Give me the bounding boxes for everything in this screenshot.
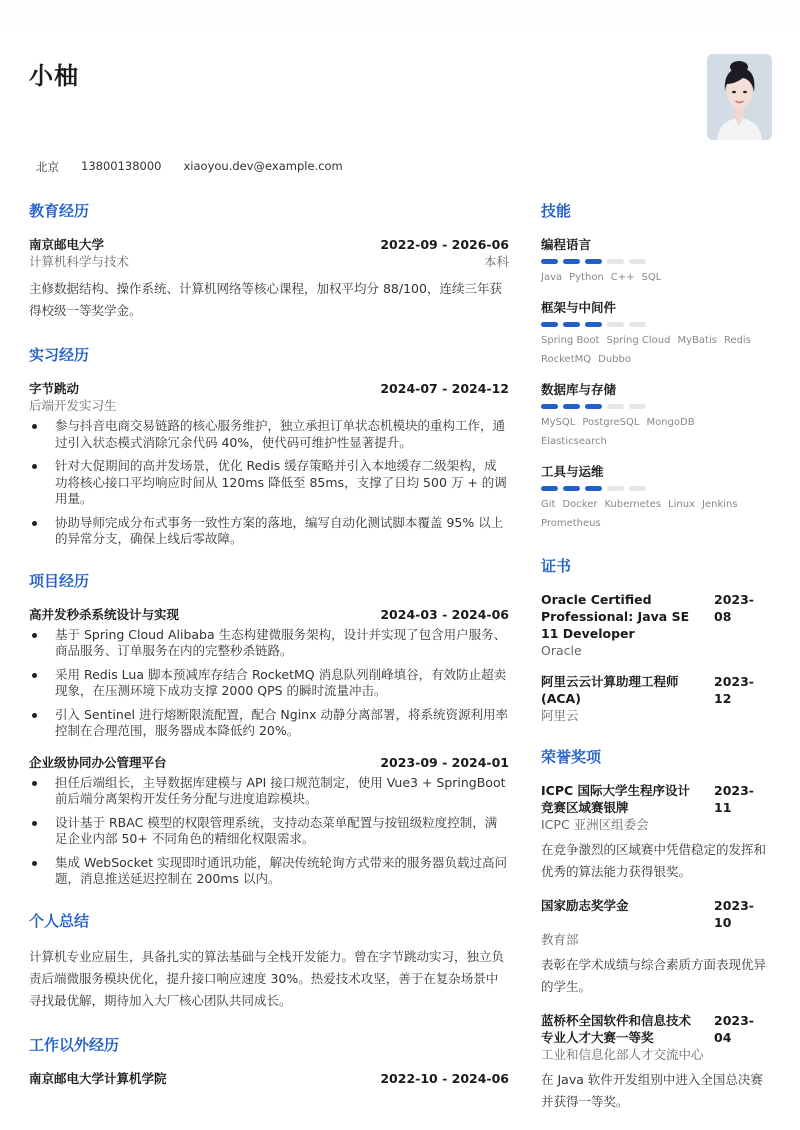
skill-tag: Redis	[723, 335, 751, 346]
entry-date: 2023-11	[714, 783, 754, 815]
skill-tag: Kubernetes	[604, 499, 662, 510]
certificate-issuer: Oracle	[541, 643, 582, 658]
extra-name: 南京邮电大学计算机学院	[29, 1070, 167, 1086]
skill-tag: Dubbo	[598, 354, 631, 365]
entry-date: 2023-10	[714, 898, 754, 930]
bullet-icon	[32, 861, 37, 866]
main-column	[29, 200, 509, 1109]
school-name: 南京邮电大学	[29, 237, 105, 252]
skill-tag: Prometheus	[541, 518, 601, 529]
section-title: 工作以外经历	[29, 1035, 120, 1054]
section-title: 教育经历	[29, 202, 90, 220]
skill-tags	[541, 331, 766, 369]
project-name: 高并发秒杀系统设计与实现	[29, 606, 180, 622]
entry-date: 2022-10 - 2024-06	[380, 1070, 509, 1086]
section-title: 个人总结	[29, 911, 90, 930]
certificate-name: Oracle Certified Professional: Java SE 11 Developer	[541, 592, 690, 641]
skill-tag: Elasticsearch	[541, 436, 607, 447]
bullet-item: 设计基于 RBAC 模型的权限管理系统，支持动态菜单配置与按钮级粒度控制，满足企业内部 50+ 不同角色的精细化权限需求。	[29, 815, 509, 848]
extra-section	[29, 1034, 509, 1087]
entry-date: 2024-07 - 2024-12	[380, 381, 509, 396]
contact-phone[interactable]: 13800138000	[81, 159, 162, 173]
award-issuer: 工业和信息化部人才交流中心	[541, 1047, 704, 1062]
contact-city: 北京	[36, 160, 59, 174]
bullet-list	[29, 418, 509, 548]
education-section	[29, 200, 509, 322]
summary-section	[29, 910, 509, 1012]
bullet-item: 采用 Redis Lua 脚本预减库存结合 RocketMQ 消息队列削峰填谷，有效防止超卖现象，在压测环境下成功支撑 2000 QPS 的瞬时流量冲击。	[29, 667, 509, 700]
certificate-entry	[541, 591, 766, 659]
skill-tag: PostgreSQL	[582, 417, 640, 428]
entry-date: 2023-09 - 2024-01	[380, 754, 509, 770]
skill-tag: MyBatis	[677, 335, 717, 346]
bullet-item: 针对大促期间的高并发场景，优化 Redis 缓存策略并引入本地缓存二级架构，成功将核心接口平均响应时间从 120ms 降低至 85ms，支撑了日均 500 万 + 的调用量。	[29, 458, 509, 508]
projects-section	[29, 570, 509, 888]
contact-row	[36, 159, 343, 175]
entry-date: 2024-03 - 2024-06	[380, 606, 509, 622]
skill-level-bar	[541, 486, 766, 491]
skill-group-name: 工具与运维	[541, 464, 604, 479]
summary-text: 计算机专业应届生，具备扎实的算法基础与全栈开发能力。曾在字节跳动实习，独立负责后端微服务模块优化，提升接口响应速度 30%。热爱技术攻坚，善于在复杂场景中寻找最优解，期待加入大厂核心团队共同成长。	[29, 948, 505, 1008]
company-name: 字节跳动	[29, 381, 80, 396]
certificate-name: 阿里云云计算助理工程师 (ACA)	[541, 674, 679, 706]
skill-group-name: 数据库与存储	[541, 382, 617, 397]
education-entry	[29, 236, 509, 322]
bullet-icon	[32, 464, 37, 469]
award-name: 国家励志奖学金	[541, 898, 629, 913]
skill-tags	[541, 413, 766, 451]
award-entry	[541, 1012, 766, 1113]
skill-tag: Spring Cloud	[606, 335, 671, 346]
top-band	[0, 0, 800, 28]
award-entry	[541, 782, 766, 883]
award-description: 在 Java 软件开发组别中进入全国总决赛并获得一等奖。	[541, 1072, 763, 1109]
profile-photo	[707, 54, 772, 140]
bullet-item: 引入 Sentinel 进行熔断限流配置，配合 Nginx 动静分离部署，将系统资源利用率控制在合理范围，服务器成本降低约 20%。	[29, 707, 509, 740]
bullet-icon	[32, 673, 37, 678]
bullet-icon	[32, 821, 37, 826]
skill-tag: MySQL	[541, 417, 576, 428]
project-entry	[29, 606, 509, 740]
section-title: 实习经历	[29, 346, 90, 364]
bullet-icon	[32, 781, 37, 786]
skill-tag: Python	[569, 272, 604, 283]
section-title: 项目经历	[29, 571, 90, 590]
award-description: 在竞争激烈的区域赛中凭借稳定的发挥和优秀的算法能力获得银奖。	[541, 842, 767, 879]
skill-tag: MongoDB	[646, 417, 695, 428]
bullet-list	[29, 627, 509, 740]
skill-tag: C++	[610, 272, 635, 283]
skill-tags	[541, 495, 766, 533]
award-name: 蓝桥杯全国软件和信息技术专业人才大赛一等奖	[541, 1013, 692, 1045]
section-title: 证书	[541, 557, 572, 575]
skill-tag: SQL	[641, 272, 662, 283]
section-title: 技能	[541, 202, 572, 220]
skill-group	[541, 381, 766, 451]
entry-date: 2023-08	[714, 592, 754, 624]
entry-date: 2022-09 - 2026-06	[380, 237, 509, 252]
skill-group	[541, 463, 766, 533]
portrait-icon	[707, 54, 772, 140]
degree: 本科	[483, 254, 509, 269]
contact-email[interactable]: xiaoyou.dev@example.com	[183, 159, 343, 173]
awards-section	[541, 746, 766, 1113]
extra-entry	[29, 1070, 509, 1087]
award-issuer: ICPC 亚洲区组委会	[541, 817, 649, 832]
skill-tag: Java	[541, 272, 563, 283]
bullet-icon	[32, 633, 37, 638]
bullet-icon	[32, 713, 37, 718]
entry-date: 2023-12	[714, 674, 754, 706]
award-name: ICPC 国际大学生程序设计竞赛区域赛银牌	[541, 783, 691, 815]
project-name: 企业级协同办公管理平台	[29, 754, 167, 770]
skill-group	[541, 299, 766, 369]
skill-tag: Docker	[562, 499, 598, 510]
skills-section	[541, 200, 766, 533]
award-issuer: 教育部	[541, 932, 579, 947]
education-description: 主修数据结构、操作系统、计算机网络等核心课程，加权平均分 88/100，连续三年获得校级一等奖学金。	[29, 281, 502, 318]
skill-tag: RocketMQ	[541, 354, 592, 365]
resume-header	[0, 28, 800, 178]
skill-level-bar	[541, 404, 766, 409]
candidate-name: 小柚	[29, 62, 79, 90]
certificate-issuer: 阿里云	[541, 708, 579, 723]
internship-entry	[29, 380, 509, 548]
award-entry	[541, 897, 766, 998]
bullet-item: 协助导师完成分布式事务一致性方案的落地，编写自动化测试脚本覆盖 95% 以上的异常分支，确保上线后零故障。	[29, 515, 509, 548]
bullet-item: 参与抖音电商交易链路的核心服务维护，独立承担订单状态机模块的重构工作，通过引入状态模式消除冗余代码 40%，使代码可维护性显著提升。	[29, 418, 509, 451]
bullet-icon	[32, 424, 37, 429]
bullet-item: 基于 Spring Cloud Alibaba 生态构建微服务架构，设计并实现了包含用户服务、商品服务、订单服务在内的完整秒杀链路。	[29, 627, 509, 660]
certificate-entry	[541, 673, 766, 724]
bullet-icon	[32, 521, 37, 526]
section-title: 荣誉奖项	[541, 748, 602, 766]
skill-tag: Linux	[668, 499, 696, 510]
skill-tag: Git	[541, 499, 556, 510]
bullet-item: 集成 WebSocket 实现即时通讯功能，解决传统轮询方式带来的服务器负载过高问题，消息推送延迟控制在 200ms 以内。	[29, 855, 509, 888]
role: 后端开发实习生	[29, 398, 117, 413]
skill-tags	[541, 268, 766, 287]
major: 计算机科学与技术	[29, 254, 130, 269]
skill-group-name: 框架与中间件	[541, 300, 617, 315]
bullet-item: 担任后端组长，主导数据库建模与 API 接口规范制定，使用 Vue3 + SpringBoot 前后端分离架构开发任务分配与进度追踪模块。	[29, 775, 509, 808]
skill-group	[541, 236, 766, 287]
certificates-section	[541, 555, 766, 724]
skill-tag: Jenkins	[702, 499, 738, 510]
award-description: 表彰在学术成绩与综合素质方面表现优异的学生。	[541, 957, 767, 994]
internship-section	[29, 344, 509, 548]
sidebar-column	[541, 200, 766, 1130]
bullet-list	[29, 775, 509, 888]
project-entry	[29, 754, 509, 888]
skill-group-name: 编程语言	[541, 237, 592, 252]
skill-level-bar	[541, 322, 766, 327]
entry-date: 2023-04	[714, 1013, 754, 1045]
skill-level-bar	[541, 259, 766, 264]
skill-tag: Spring Boot	[541, 335, 600, 346]
